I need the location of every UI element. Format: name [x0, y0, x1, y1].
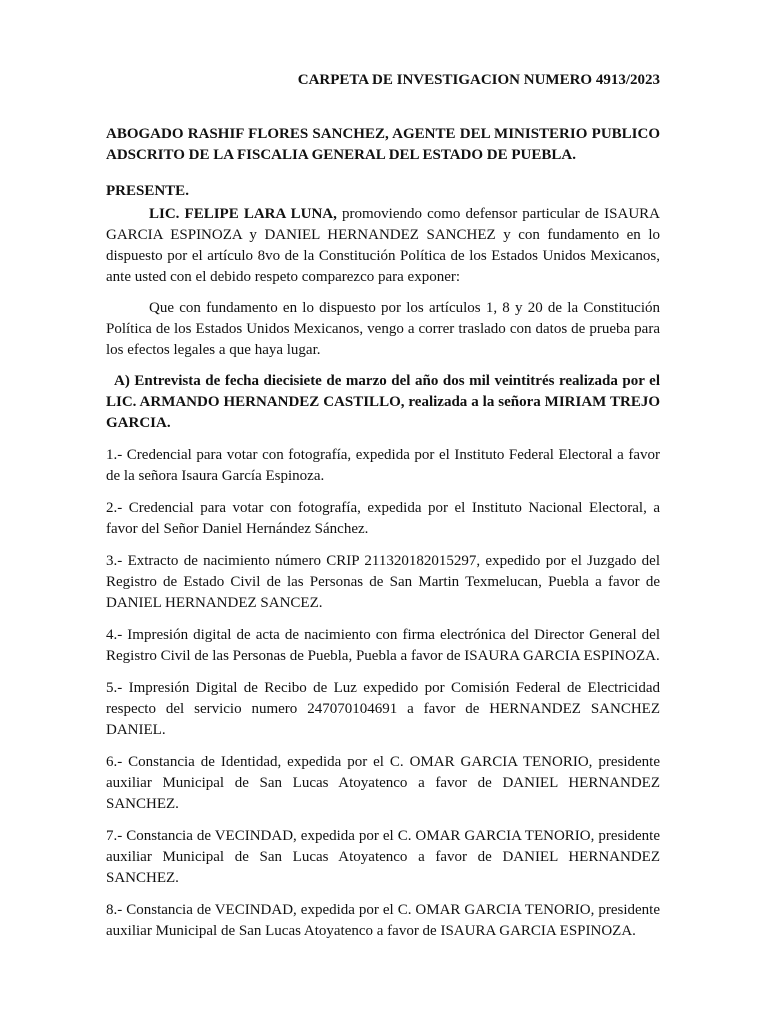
evidence-item-2: 2.- Credencial para votar con fotografía, expedida por el Instituto Nacional Electoral, a favor del Señor Daniel Hernández Sánchez.: [106, 500, 660, 537]
salutation: PRESENTE.: [106, 183, 189, 199]
document-page: [106, 70, 660, 953]
intro-text: promoviendo como defensor particular de ISAURA GARCIA ESPINOZA y DANIEL HERNANDEZ SANCHEZ y con fundamento en lo dispuesto por el artículo 8vo de la Constitución Política de los Estados Unidos Mexicanos, ante usted con el debido respeto comparezco para exponer:: [106, 206, 661, 285]
section-a-heading: A) Entrevista de fecha diecisiete de marzo del año dos mil veintitrés realizada por el LIC. ARMANDO HERNANDEZ CASTILLO, realizada a la señora MIRIAM TREJO GARCIA.: [106, 373, 660, 431]
evidence-item-3: 3.- Extracto de nacimiento número CRIP 211320182015297, expedido por el Juzgado del Registro de Estado Civil de las Personas de San Martin Texmelucan, Puebla a favor de DANIEL HERNANDEZ SANCEZ.: [106, 553, 660, 611]
evidence-item-8: 8.- Constancia de VECINDAD, expedida por el C. OMAR GARCIA TENORIO, presidente auxiliar Municipal de San Lucas Atoyatenco a favor de ISAURA GARCIA ESPINOZA.: [106, 902, 660, 939]
intro-paragraph: [106, 204, 660, 288]
case-number-heading: CARPETA DE INVESTIGACION NUMERO 4913/2023: [297, 72, 660, 88]
evidence-item-4: 4.- Impresión digital de acta de nacimiento con firma electrónica del Director General del Registro Civil de las Personas de Puebla, Puebla a favor de ISAURA GARCIA ESPINOZA.: [106, 627, 660, 664]
evidence-item-6: 6.- Constancia de Identidad, expedida por el C. OMAR GARCIA TENORIO, presidente auxiliar Municipal de San Lucas Atoyatenco a favor de DANIEL HERNANDEZ SANCHEZ.: [106, 754, 660, 812]
evidence-item-5: 5.- Impresión Digital de Recibo de Luz expedido por Comisión Federal de Electricidad respecto del servicio numero 247070104691 a favor de HERNANDEZ SANCHEZ DANIEL.: [106, 680, 660, 738]
attorney-name: LIC. FELIPE LARA LUNA,: [149, 206, 337, 222]
addressee-block: ABOGADO RASHIF FLORES SANCHEZ, AGENTE DEL MINISTERIO PUBLICO ADSCRITO DE LA FISCALIA GENERAL DEL ESTADO DE PUEBLA.: [106, 126, 660, 163]
evidence-item-7: 7.- Constancia de VECINDAD, expedida por el C. OMAR GARCIA TENORIO, presidente auxiliar Municipal de San Lucas Atoyatenco a favor de DANIEL HERNANDEZ SANCHEZ.: [106, 828, 660, 886]
evidence-item-1: 1.- Credencial para votar con fotografía, expedida por el Instituto Federal Electoral a favor de la señora Isaura García Espinoza.: [106, 447, 660, 484]
body-paragraph: Que con fundamento en lo dispuesto por los artículos 1, 8 y 20 de la Constitución Política de los Estados Unidos Mexicanos, vengo a correr traslado con datos de prueba para los efectos legales a que haya lugar.: [106, 300, 660, 358]
